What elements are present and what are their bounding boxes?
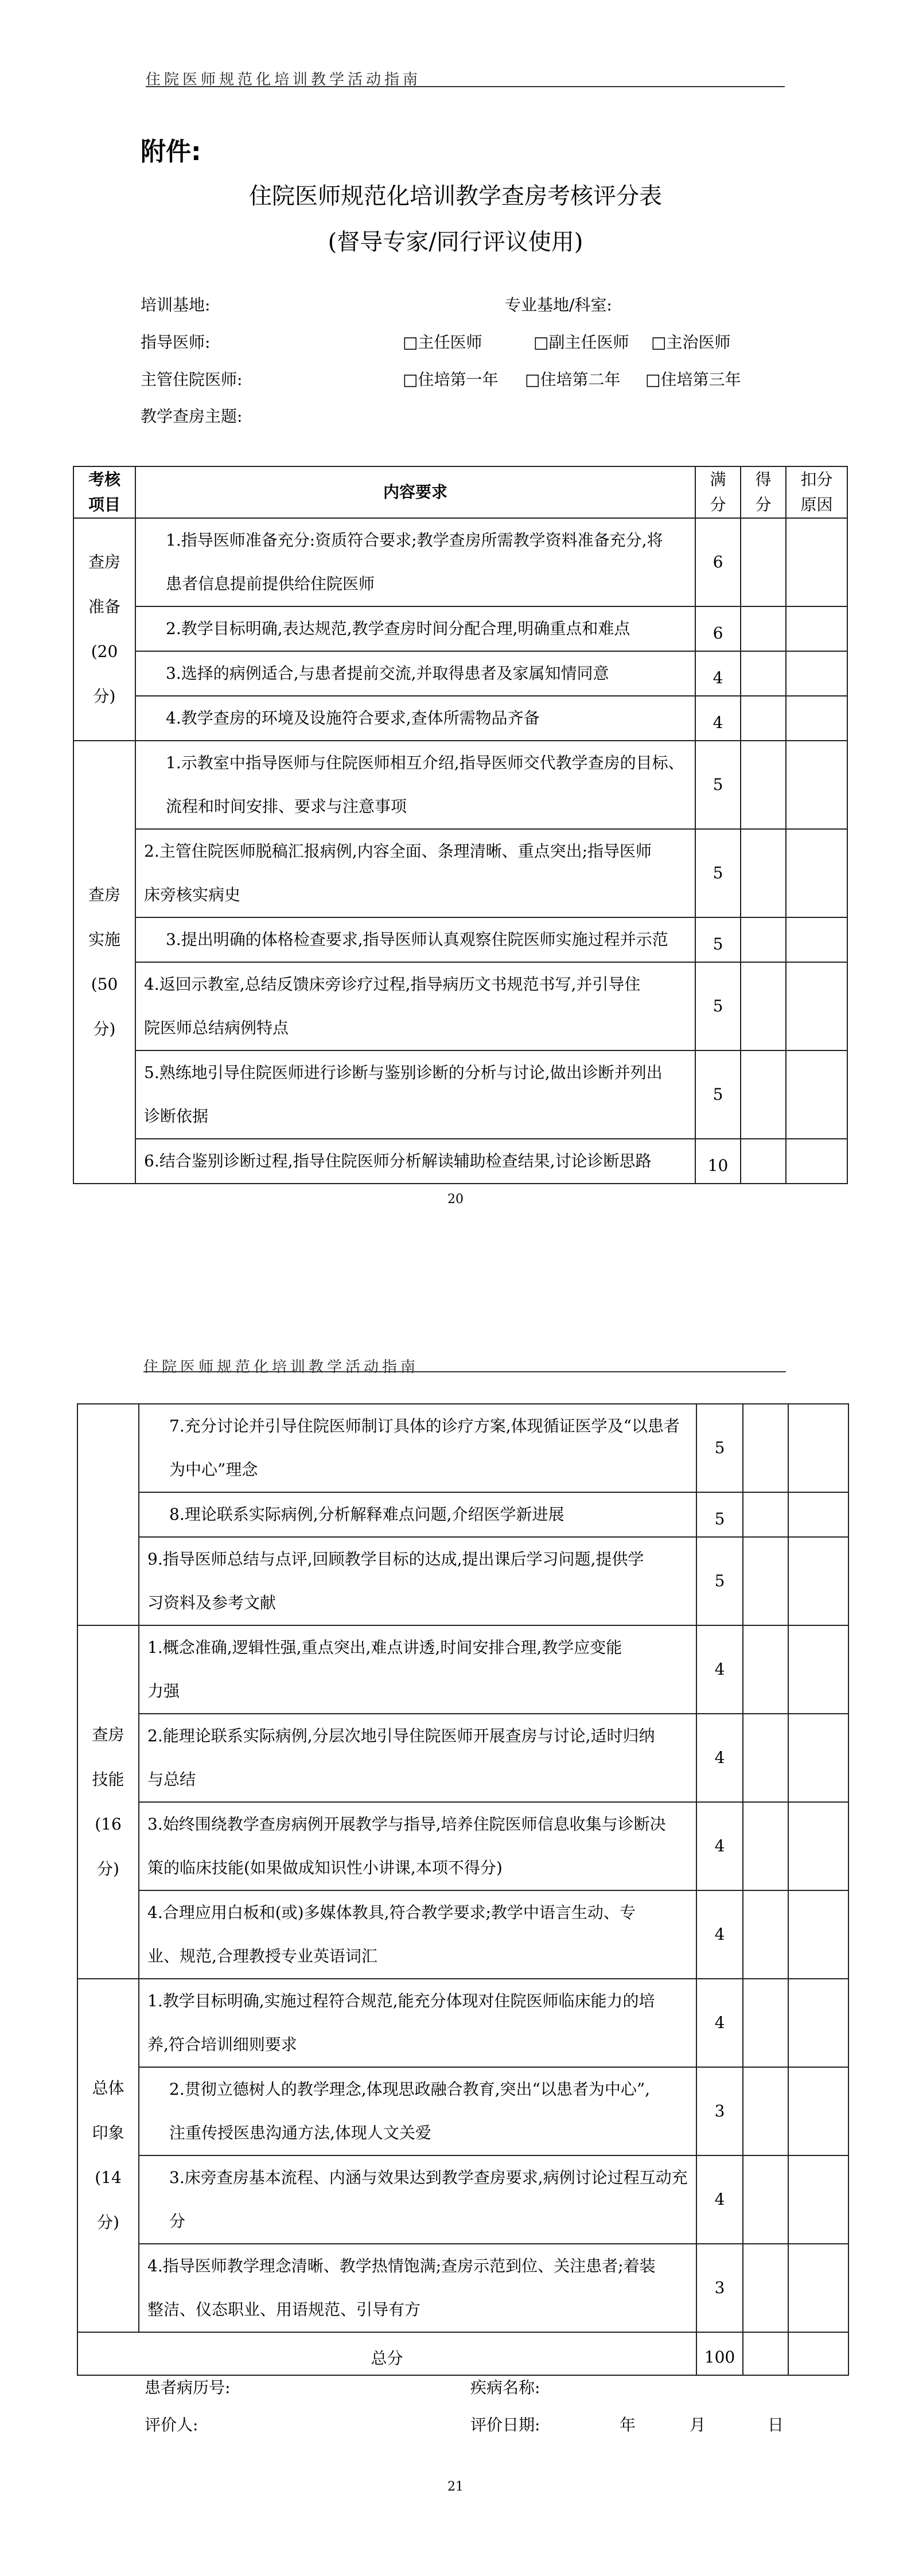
category-label: (20 (91, 642, 118, 661)
category-label: 总体 (92, 2079, 124, 2098)
criterion-cell (135, 651, 695, 696)
table-row (77, 1404, 848, 1492)
table-row (77, 1714, 848, 1802)
total-score: 100 (696, 2332, 743, 2375)
category-cell (77, 1625, 139, 1979)
total-row (77, 2332, 848, 2375)
full-score-cell: 10 (695, 1139, 741, 1184)
header-score: 得 分 (741, 466, 786, 518)
score-input-cell[interactable] (741, 651, 786, 696)
table-row (73, 829, 847, 917)
criterion-cell (139, 2244, 696, 2332)
table-row (73, 1139, 847, 1184)
full-score-cell: 3 (696, 2067, 743, 2155)
criterion-text: 业、规范,合理教授专业英语词汇 (147, 1947, 377, 1966)
criterion-cell (135, 1050, 695, 1139)
criterion-text: 患者信息提前提供给住院医师 (166, 574, 375, 593)
criterion-text: 4.指导医师教学理念清晰、教学热情饱满;查房示范到位、关注患者;着装 (147, 2256, 656, 2275)
criterion-text: 3.选择的病例适合,与患者提前交流,并取得患者及家属知情同意 (166, 664, 609, 683)
table-row (77, 1625, 848, 1714)
deduction-reason-cell[interactable] (786, 1139, 847, 1184)
evaluator-label: 评价人: (145, 2415, 198, 2434)
deduction-reason-cell[interactable] (788, 1492, 848, 1537)
supervisor-option-attending[interactable]: □主治医师 (651, 333, 731, 352)
criterion-text: 4.合理应用白板和(或)多媒体教具,符合教学要求;教学中语言生动、专 (147, 1903, 636, 1922)
full-score-cell: 4 (696, 1802, 743, 1890)
criterion-cell (135, 962, 695, 1050)
criterion-text: 整洁、仪态职业、用语规范、引导有方 (147, 2300, 421, 2319)
criterion-text: 5.熟练地引导住院医师进行诊断与鉴别诊断的分析与讨论,做出诊断并列出 (144, 1063, 663, 1082)
score-input-cell[interactable] (741, 741, 786, 829)
score-input-cell[interactable] (741, 829, 786, 917)
criterion-text: 流程和时间安排、要求与注意事项 (166, 797, 407, 816)
page-number: 21 (447, 2480, 464, 2494)
score-input-cell[interactable] (743, 1979, 788, 2067)
criterion-text: 1.指导医师准备充分:资质符合要求;教学查房所需教学资料准备充分,将 (166, 531, 663, 550)
deduction-reason-cell[interactable] (786, 1050, 847, 1139)
criterion-cell (139, 1492, 696, 1537)
score-input-cell[interactable] (741, 1050, 786, 1139)
category-label: (50 (91, 975, 118, 994)
table-header-row (73, 466, 847, 518)
table-row (73, 518, 847, 606)
deduction-reason-cell[interactable] (788, 1890, 848, 1979)
header-category: 考核 项目 (73, 466, 135, 518)
criterion-text: 4.返回示教室,总结反馈床旁诊疗过程,指导病历文书规范书写,并引导住 (144, 975, 641, 994)
criterion-text: 诊断依据 (144, 1107, 209, 1126)
full-score-cell: 5 (696, 1537, 743, 1625)
criterion-text: 4.教学查房的环境及设施符合要求,查体所需物品齐备 (166, 709, 540, 727)
deduction-reason-cell[interactable] (786, 741, 847, 829)
criterion-cell (139, 1890, 696, 1979)
deduction-reason-cell[interactable] (786, 917, 847, 962)
score-input-cell[interactable] (741, 962, 786, 1050)
criterion-text: 8.理论联系实际病例,分析解释难点问题,介绍医学新进展 (169, 1505, 564, 1524)
category-label: 分) (97, 1859, 119, 1878)
criterion-text: 6.结合鉴别诊断过程,指导住院医师分析解读辅助检查结果,讨论诊断思路 (144, 1151, 652, 1170)
table-row (73, 962, 847, 1050)
criterion-text: 3.始终围绕教学查房病例开展教学与指导,培养住院医师信息收集与诊断决 (147, 1815, 666, 1834)
disease-name-label: 疾病名称: (470, 2378, 540, 2397)
total-score-input-cell[interactable] (743, 2332, 788, 2375)
criterion-text: 与总结 (147, 1770, 196, 1789)
table-row (77, 2155, 848, 2244)
supervisor-label: 指导医师: (141, 333, 211, 352)
criterion-cell (135, 696, 695, 741)
criterion-text: 院医师总结病例特点 (144, 1018, 289, 1037)
deduction-reason-cell[interactable] (788, 1714, 848, 1802)
resident-label: 主管住院医师: (141, 370, 243, 389)
evaluation-date-label: 评价日期: (470, 2415, 540, 2434)
full-score-cell: 5 (695, 962, 741, 1050)
full-score-cell: 4 (696, 2155, 743, 2244)
category-label: 印象 (92, 2123, 124, 2142)
category-cell (73, 741, 135, 1184)
resident-option-year3[interactable]: □住培第三年 (645, 370, 741, 389)
category-label: 准备 (88, 597, 120, 616)
deduction-reason-cell[interactable] (786, 651, 847, 696)
criterion-text: 注重传授医患沟通方法,体现人文关爱 (169, 2123, 431, 2142)
criterion-cell (139, 1404, 696, 1492)
table-row (73, 917, 847, 962)
category-label: 分) (93, 687, 116, 706)
criterion-cell (139, 1714, 696, 1802)
table-row (77, 1979, 848, 2067)
score-input-cell[interactable] (743, 1404, 788, 1492)
header-rule (146, 86, 785, 87)
full-score-cell: 4 (696, 1890, 743, 1979)
score-input-cell[interactable] (743, 1714, 788, 1802)
table-row (77, 2067, 848, 2155)
score-input-cell[interactable] (743, 2244, 788, 2332)
category-label: 查房 (88, 552, 120, 571)
full-score-cell: 5 (695, 741, 741, 829)
deduction-reason-cell[interactable] (788, 1404, 848, 1492)
total-reason-cell[interactable] (788, 2332, 848, 2375)
deduction-reason-cell[interactable] (788, 1802, 848, 1890)
table-row (77, 1537, 848, 1625)
score-input-cell[interactable] (741, 917, 786, 962)
resident-option-year1[interactable]: □住培第一年 (403, 370, 499, 389)
category-cell (73, 518, 135, 741)
table-row (73, 1050, 847, 1139)
table-row (77, 1890, 848, 1979)
criterion-text: 9.指导医师总结与点评,回顾教学目标的达成,提出课后学习问题,提供学 (147, 1550, 644, 1569)
criterion-text: 力强 (147, 1682, 180, 1701)
category-label: 分) (93, 1019, 116, 1038)
total-label: 总分 (77, 2332, 696, 2375)
full-score-cell: 5 (695, 917, 741, 962)
category-cell (77, 1404, 139, 1625)
category-label: 技能 (92, 1770, 124, 1789)
criterion-cell (139, 1625, 696, 1714)
criterion-cell (135, 741, 695, 829)
deduction-reason-cell[interactable] (786, 829, 847, 917)
full-score-cell: 4 (695, 696, 741, 741)
table-row (73, 741, 847, 829)
score-input-cell[interactable] (741, 696, 786, 741)
running-header: 住院医师规范化培训教学活动指南 (146, 71, 422, 88)
table-row (73, 606, 847, 651)
criterion-text: 床旁核实病史 (144, 885, 241, 904)
full-score-cell: 4 (696, 1714, 743, 1802)
criterion-text: 1.概念准确,逻辑性强,重点突出,难点讲透,时间安排合理,教学应变能 (147, 1638, 622, 1657)
criterion-text: 养,符合培训细则要求 (147, 2035, 297, 2054)
full-score-cell: 6 (695, 606, 741, 651)
page-subtitle: (督导专家/同行评议使用) (328, 229, 583, 255)
header-full-score: 满 分 (695, 466, 741, 518)
deduction-reason-cell[interactable] (788, 2244, 848, 2332)
score-input-cell[interactable] (743, 1537, 788, 1625)
criterion-cell (135, 1139, 695, 1184)
criterion-text: 2.能理论联系实际病例,分层次地引导住院医师开展查房与讨论,适时归纳 (147, 1726, 655, 1745)
supervisor-option-associate[interactable]: □副主任医师 (534, 333, 629, 352)
criterion-text: 3.提出明确的体格检查要求,指导医师认真观察住院医师实施过程并示范 (166, 930, 668, 949)
criterion-cell (135, 917, 695, 962)
deduction-reason-cell[interactable] (788, 1537, 848, 1625)
criterion-text: 为中心”理念 (169, 1460, 258, 1479)
topic-label: 教学查房主题: (141, 407, 243, 426)
date-month: 月 (690, 2415, 706, 2434)
score-input-cell[interactable] (741, 1139, 786, 1184)
criterion-text: 1.示教室中指导医师与住院医师相互介绍,指导医师交代教学查房的目标、 (166, 753, 684, 772)
score-input-cell[interactable] (743, 2067, 788, 2155)
training-base-label: 培训基地: (141, 295, 211, 314)
resident-option-year2[interactable]: □住培第二年 (525, 370, 621, 389)
deduction-reason-cell[interactable] (786, 696, 847, 741)
full-score-cell: 3 (696, 2244, 743, 2332)
deduction-reason-cell[interactable] (788, 1625, 848, 1714)
criterion-cell (139, 2067, 696, 2155)
criterion-text: 分 (169, 2212, 186, 2231)
full-score-cell: 6 (695, 518, 741, 606)
criterion-text: 2.贯彻立德树人的教学理念,体现思政融合教育,突出“以患者为中心”, (169, 2080, 651, 2099)
deduction-reason-cell[interactable] (786, 606, 847, 651)
criterion-text: 2.教学目标明确,表达规范,教学查房时间分配合理,明确重点和难点 (166, 619, 630, 638)
table-row (77, 1802, 848, 1890)
header-content: 内容要求 (135, 466, 695, 518)
supervisor-option-chief[interactable]: □主任医师 (403, 333, 482, 352)
score-input-cell[interactable] (741, 606, 786, 651)
criterion-text: 策的临床技能(如果做成知识性小讲课,本项不得分) (147, 1858, 503, 1877)
category-label: 分) (97, 2213, 119, 2232)
deduction-reason-cell[interactable] (788, 2155, 848, 2244)
full-score-cell: 4 (695, 651, 741, 696)
running-header: 住院医师规范化培训教学活动指南 (143, 1359, 419, 1376)
header-deduction-reason: 扣分 原因 (786, 466, 847, 518)
table-row (73, 696, 847, 741)
criterion-cell (139, 1537, 696, 1625)
category-label: (16 (95, 1815, 122, 1834)
category-label: 实施 (88, 930, 120, 949)
score-input-cell[interactable] (743, 2155, 788, 2244)
score-input-cell[interactable] (741, 518, 786, 606)
header-rule (143, 1371, 786, 1372)
specialty-label: 专业基地/科室: (505, 295, 612, 314)
deduction-reason-cell[interactable] (786, 518, 847, 606)
category-label: 查房 (88, 885, 120, 904)
criterion-cell (135, 606, 695, 651)
score-table-page1 (73, 466, 848, 1184)
score-input-cell[interactable] (743, 1890, 788, 1979)
criterion-text: 3.床旁查房基本流程、内涵与效果达到教学查房要求,病例讨论过程互动充 (169, 2168, 688, 2187)
full-score-cell: 5 (695, 829, 741, 917)
criterion-cell (135, 829, 695, 917)
criterion-cell (139, 1979, 696, 2067)
annex-label: 附件: (141, 137, 201, 166)
criterion-text: 习资料及参考文献 (147, 1593, 277, 1612)
table-row (73, 651, 847, 696)
criterion-text: 2.主管住院医师脱稿汇报病例,内容全面、条理清晰、重点突出;指导医师 (144, 842, 652, 861)
category-label: 查房 (92, 1725, 124, 1744)
score-input-cell[interactable] (743, 1625, 788, 1714)
category-label: (14 (95, 2168, 122, 2187)
table-row (77, 1492, 848, 1537)
record-number-label: 患者病历号: (145, 2378, 231, 2397)
full-score-cell: 5 (696, 1404, 743, 1492)
full-score-cell: 4 (696, 1979, 743, 2067)
score-input-cell[interactable] (743, 1492, 788, 1537)
table-row (77, 2244, 848, 2332)
deduction-reason-cell[interactable] (788, 1979, 848, 2067)
page-title: 住院医师规范化培训教学查房考核评分表 (249, 183, 662, 209)
category-cell (77, 1979, 139, 2332)
full-score-cell: 5 (695, 1050, 741, 1139)
score-table-page2 (77, 1403, 849, 2376)
criterion-text: 7.充分讨论并引导住院医师制订具体的诊疗方案,体现循证医学及“以患者 (169, 1417, 680, 1435)
deduction-reason-cell[interactable] (786, 962, 847, 1050)
criterion-cell (139, 2155, 696, 2244)
date-year: 年 (620, 2415, 636, 2434)
criterion-text: 1.教学目标明确,实施过程符合规范,能充分体现对住院医师临床能力的培 (147, 1991, 655, 2010)
score-input-cell[interactable] (743, 1802, 788, 1890)
full-score-cell: 4 (696, 1625, 743, 1714)
page-number: 20 (447, 1192, 464, 1207)
deduction-reason-cell[interactable] (788, 2067, 848, 2155)
criterion-cell (135, 518, 695, 606)
criterion-cell (139, 1802, 696, 1890)
full-score-cell: 5 (696, 1492, 743, 1537)
date-day: 日 (768, 2415, 784, 2434)
